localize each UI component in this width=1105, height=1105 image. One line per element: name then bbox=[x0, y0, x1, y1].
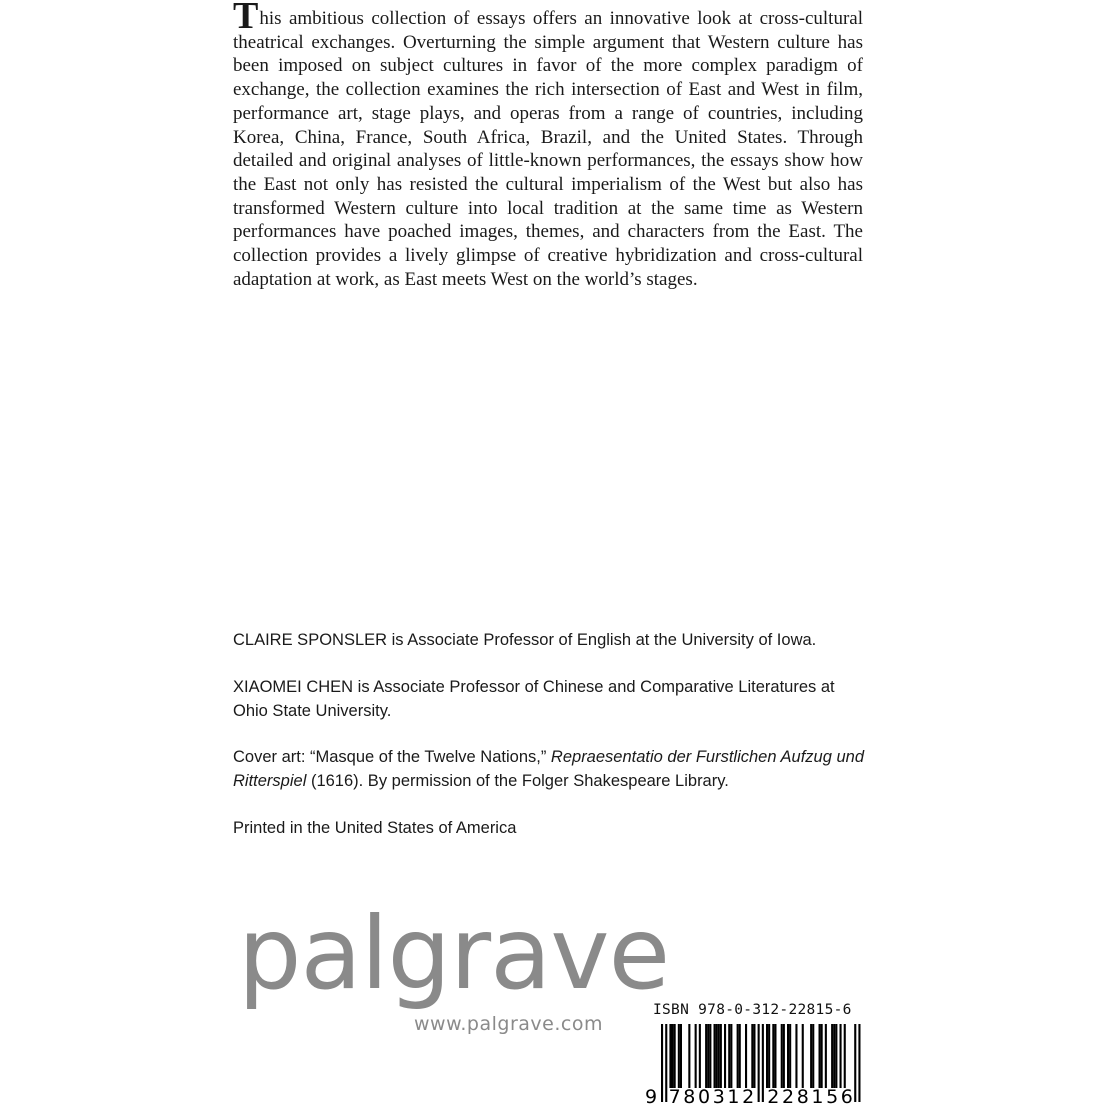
barcode-bar bbox=[819, 1024, 821, 1088]
cover-art-credit bbox=[233, 746, 873, 793]
barcode-digit: 0 bbox=[698, 1086, 711, 1105]
publisher-url: www.palgrave.com bbox=[414, 1013, 603, 1035]
barcode-bar bbox=[795, 1024, 797, 1088]
barcode-bar bbox=[739, 1024, 741, 1088]
barcode-digit: 1 bbox=[811, 1086, 824, 1105]
barcode-digit: 3 bbox=[712, 1086, 725, 1105]
barcode-digit: 2 bbox=[767, 1086, 780, 1105]
barcode-bar bbox=[753, 1024, 755, 1088]
barcode-digit: 7 bbox=[668, 1086, 681, 1105]
barcode-digit: 6 bbox=[840, 1086, 853, 1105]
barcode-guard-bar bbox=[661, 1024, 663, 1102]
barcode-digit: 2 bbox=[782, 1086, 795, 1105]
barcode-bar bbox=[724, 1024, 726, 1088]
barcode-bar bbox=[705, 1024, 707, 1088]
barcode-guard-bar bbox=[758, 1024, 760, 1102]
barcode-bar bbox=[699, 1024, 701, 1088]
barcode-bar bbox=[688, 1024, 690, 1088]
cover-credit-suffix: (1616). By permission of the Folger Shakespeare Library. bbox=[306, 771, 729, 790]
barcode-bar bbox=[772, 1024, 774, 1088]
barcode-bar bbox=[678, 1024, 680, 1088]
barcode-bar bbox=[821, 1024, 823, 1088]
barcode-digit: 2 bbox=[742, 1086, 755, 1105]
barcode-bar bbox=[716, 1024, 718, 1088]
barcode-bar bbox=[774, 1024, 776, 1088]
barcode-digit: 5 bbox=[826, 1086, 839, 1105]
barcode-bar bbox=[802, 1024, 804, 1088]
blurb-text: his ambitious collection of essays offers an innovative look at cross-cultural theatrical exchanges. Overturning the simple argument that Western culture has been imposed on subject cultures in favor of the more complex paradigm of exchange, the collection examines the rich intersection of East and West in film, performance art, stage plays, and operas from a range of countries, including Korea, China, France, South Africa, Brazil, and the United States. Through detailed and original analyses of little-known performances, the essays show how the East not only has resisted the cultural imperialism of the West but also has transformed Western culture into local tradition at the same time as Western performances have poached images, themes, and characters from the East. The collection provides a lively glimpse of creative hybridization and cross-cultural adaptation at work, as East meets West on the world’s stages. bbox=[233, 8, 863, 290]
barcode-bar bbox=[751, 1024, 753, 1088]
barcode-bar bbox=[825, 1024, 827, 1088]
barcode-bar bbox=[714, 1024, 716, 1088]
barcode-digit: 1 bbox=[727, 1086, 740, 1105]
barcode-bar bbox=[707, 1024, 709, 1088]
barcode-bar bbox=[810, 1024, 812, 1088]
isbn-label: ISBN 978-0-312-22815-6 bbox=[653, 1002, 852, 1018]
cover-credit-title: Repraesentatio der Furstlichen Aufzug und Ritterspiel bbox=[233, 748, 864, 790]
barcode-bar bbox=[728, 1024, 730, 1088]
barcode-bar bbox=[789, 1024, 791, 1088]
barcode-bar bbox=[844, 1024, 846, 1088]
author-bio-chen: XIAOMEI CHEN is Associate Professor of Chinese and Comparative Literatures at Ohio State University. bbox=[233, 678, 835, 720]
barcode bbox=[643, 1024, 878, 1105]
barcode-bar bbox=[720, 1024, 722, 1088]
barcode-bar bbox=[768, 1024, 770, 1088]
barcode-digit: 8 bbox=[796, 1086, 809, 1105]
barcode-bar bbox=[840, 1024, 842, 1088]
barcode-guard-bar bbox=[858, 1024, 860, 1102]
barcode-bar bbox=[812, 1024, 814, 1088]
barcode-bar bbox=[781, 1024, 783, 1088]
barcode-bar bbox=[833, 1024, 835, 1088]
barcode-bar bbox=[831, 1024, 833, 1088]
barcode-guard-bar bbox=[762, 1024, 764, 1102]
barcode-guard-bar bbox=[854, 1024, 856, 1102]
barcode-bar bbox=[835, 1024, 837, 1088]
barcode-bar bbox=[680, 1024, 682, 1088]
barcode-bar bbox=[709, 1024, 711, 1088]
author-bio-sponsler: CLAIRE SPONSLER is Associate Professor of English at the University of Iowa. bbox=[233, 631, 817, 649]
barcode-bar bbox=[669, 1024, 671, 1088]
back-cover-blurb bbox=[233, 0, 863, 291]
barcode-bar bbox=[672, 1024, 674, 1088]
barcode-digits bbox=[645, 1086, 853, 1105]
publisher-logo: palgrave bbox=[238, 895, 670, 1012]
barcode-digit: 8 bbox=[683, 1086, 696, 1105]
barcode-bar bbox=[718, 1024, 720, 1088]
cover-credit-prefix: Cover art: “Masque of the Twelve Nations,” bbox=[233, 748, 551, 766]
barcode-bar bbox=[766, 1024, 768, 1088]
printed-in-note: Printed in the United States of America bbox=[233, 819, 517, 837]
barcode-bar bbox=[745, 1024, 747, 1088]
barcode-bar bbox=[787, 1024, 789, 1088]
barcode-guard-bar bbox=[665, 1024, 667, 1102]
barcode-bar bbox=[737, 1024, 739, 1088]
barcode-bar bbox=[674, 1024, 676, 1088]
drop-cap: T bbox=[233, 0, 259, 37]
barcode-bar bbox=[783, 1024, 785, 1088]
barcode-bar bbox=[695, 1024, 697, 1088]
barcode-bar bbox=[730, 1024, 732, 1088]
barcode-digit: 9 bbox=[644, 1086, 658, 1105]
